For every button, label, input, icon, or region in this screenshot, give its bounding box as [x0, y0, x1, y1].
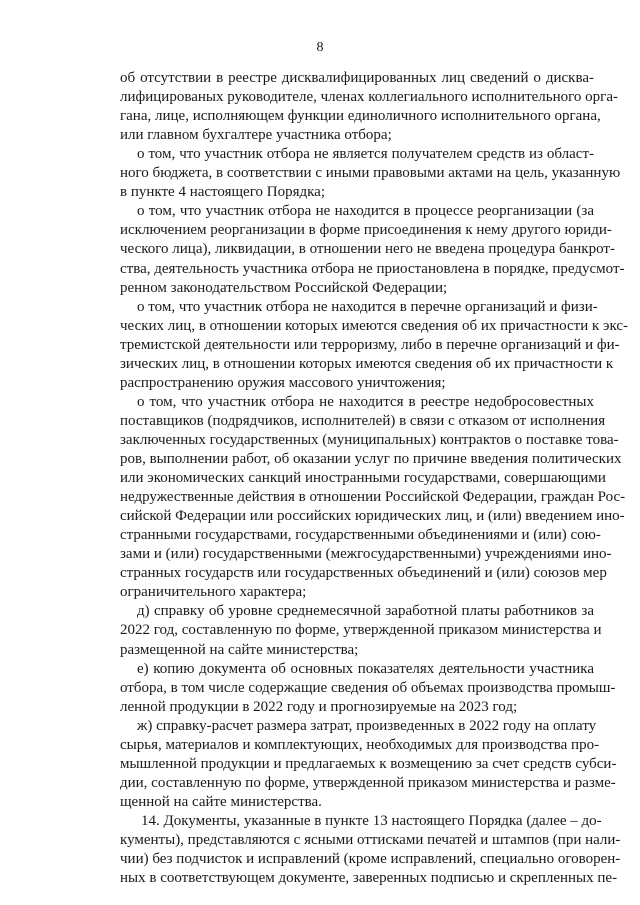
text-line: ж) справку-расчет размера затрат, произведенных в 2022 году на оплату: [137, 717, 597, 734]
text-line: о том, что участник отбора не находится в процессе реорганизации (за: [137, 203, 594, 220]
text-line: ства, деятельность участника отбора не приостановлена в порядке, предусмот-: [120, 260, 625, 277]
text-line: странными государствами, государственными объединениями и (или) сою-: [120, 527, 601, 544]
page-number: 8: [316, 40, 324, 55]
text-line: распространению оружия массового уничтожения;: [120, 374, 446, 391]
text-line: ческих лиц, в отношении которых имеются сведения об их причастности к экс-: [120, 317, 629, 334]
text-line: лифицированых руководителе, членах коллегиального исполнительного орга-: [120, 89, 618, 106]
text-line: 2022 год, составленную по форме, утвержденной приказом министерства и: [120, 622, 602, 639]
text-line: 14. Документы, указанные в пункте 13 настоящего Порядка (далее – до-: [141, 812, 602, 829]
text-line: мышленной продукции и предлагаемых к возмещению за счет средств субси-: [120, 755, 617, 772]
text-line: ного бюджета, в соответствии с иными правовыми актами на цель, указанную: [120, 165, 621, 182]
text-line: щенной на сайте министерства.: [120, 793, 322, 810]
text-line: кументы), представляются с ясными оттисками печатей и штампов (при нали-: [120, 832, 621, 848]
text-line: или главном бухгалтере участника отбора;: [120, 127, 392, 144]
text-line: о том, что участник отбора не находится в реестре недобросовестных: [137, 393, 594, 410]
text-line: зических лиц, в отношении которых имеются сведения об их причастности к: [120, 355, 614, 372]
text-line: отбора, в том числе содержащие сведения об объемах производства промыш-: [120, 679, 616, 696]
text-line: сийской Федерации или российских юридических лиц, и (или) введением ино-: [120, 508, 625, 525]
text-line: о том, что участник отбора не является получателем средств из област-: [137, 146, 594, 163]
text-line: или экономических санкций иностранными государствами, совершающими: [120, 470, 606, 487]
text-line: дии, составленную по форме, утвержденной приказом министерства и разме-: [120, 774, 616, 791]
text-line: е) копию документа об основных показателях деятельности участника: [137, 660, 594, 677]
text-line: чии) без подчисток и исправлений (кроме исправлений, специально оговорен-: [120, 851, 621, 868]
text-line: зами и (или) государственными (межгосударственными) учреждениями ино-: [120, 546, 612, 563]
text-line: недружественные действия в отношении Российской Федерации, граждан Рос-: [120, 489, 626, 506]
text-line: ограничительного характера;: [120, 584, 307, 601]
text-line: д) справку об уровне среднемесячной заработной платы работников за: [137, 603, 594, 620]
text-line: размещенной на сайте министерства;: [120, 641, 359, 658]
text-line: об отсутствии в реестре дисквалифицированных лиц сведений о дисква-: [120, 70, 594, 86]
text-line: поставщиков (подрядчиков, исполнителей) в связи с отказом от исполнения: [120, 412, 606, 429]
text-line: ров, выполнении работ, об оказании услуг по причине введения политических: [120, 451, 622, 467]
text-line: тремистской деятельности или терроризму, либо в перечне организаций и фи-: [120, 336, 620, 353]
text-line: ных в соответствующем документе, заверенных подписью и скрепленных пе-: [120, 870, 618, 887]
text-line: гана, лице, исполняющем функции единоличного исполнительного органа,: [120, 108, 601, 125]
text-line: о том, что участник отбора не находится в перечне организаций и физи-: [137, 298, 598, 315]
text-line: ренном законодательством Российской Федерации;: [120, 279, 448, 296]
text-line: заключенных государственных (муниципальных) контрактов о поставке това-: [120, 431, 619, 448]
text-line: ческого лица), ликвидации, в отношении него не введена процедура банкрот-: [120, 241, 615, 258]
text-line: в пункте 4 настоящего Порядка;: [120, 184, 325, 201]
text-line: сырья, материалов и комплектующих, необходимых для производства про-: [120, 736, 600, 753]
text-line: странных государств или государственных объединений и (или) союзов мер: [120, 565, 607, 582]
text-line: исключением реорганизации в форме присоединения к нему другого юриди-: [120, 222, 612, 239]
text-line: ленной продукции в 2022 году и прогнозируемые на 2023 год;: [120, 698, 518, 715]
